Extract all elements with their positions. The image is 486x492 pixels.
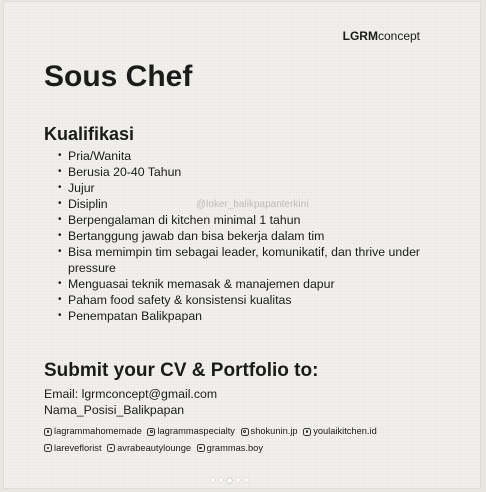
handle-item: lagrammahomemade: [44, 424, 142, 439]
qualifications-list: [56, 148, 436, 324]
list-item: • Penempatan Balikpapan: [56, 308, 436, 324]
list-item: • Jujur: [56, 180, 436, 196]
brand-logo: [343, 29, 420, 43]
carousel-dot[interactable]: [236, 478, 240, 482]
instagram-icon: [44, 444, 52, 452]
subject-text: Nama_Posisi_Balikpapan: [44, 403, 185, 417]
email-text: Email: lgrmconcept@gmail.com: [44, 387, 218, 401]
list-item: • Disiplin: [56, 196, 436, 212]
job-title: Sous Chef: [44, 60, 193, 93]
list-item: • Paham food safety & konsistensi kualitas: [56, 292, 436, 308]
instagram-handles: [44, 424, 464, 457]
brand-light: concept: [377, 29, 420, 43]
handle-item: lareveflorist: [44, 441, 102, 456]
instagram-icon: [147, 428, 155, 436]
carousel-dot[interactable]: [244, 478, 248, 482]
post-card: [4, 2, 480, 488]
list-item: • Pria/Wanita: [56, 148, 436, 164]
brand-bold: LGRM: [342, 29, 378, 43]
instagram-icon: [241, 428, 249, 436]
list-item: • Berusia 20-40 Tahun: [56, 164, 436, 180]
carousel-indicator[interactable]: [211, 478, 248, 483]
carousel-dot[interactable]: [219, 478, 223, 482]
instagram-icon: [303, 428, 311, 436]
qualifications-heading: Kualifikasi: [44, 124, 135, 144]
list-item: • Berpengalaman di kitchen minimal 1 tahun: [56, 212, 436, 228]
list-item: • Bisa memimpin tim sebagai leader, komunikatif, dan thrive under pressure: [56, 244, 436, 276]
handle-item: grammas.boy: [197, 441, 263, 456]
list-item: • Bertanggung jawab dan bisa bekerja dalam tim: [56, 228, 436, 244]
handle-item: youlaikitchen.id: [303, 424, 377, 439]
carousel-dot[interactable]: [211, 478, 215, 482]
instagram-icon: [107, 444, 115, 452]
watermark: @loker_balikpapanterkini: [196, 199, 309, 210]
submit-heading: Submit your CV & Portfolio to:: [44, 360, 319, 381]
carousel-dot[interactable]: [227, 478, 232, 483]
list-item: • Menguasai teknik memasak & manajemen dapur: [56, 276, 436, 292]
contact-info: [44, 386, 217, 418]
handle-item: shokunin.jp: [241, 424, 298, 439]
instagram-icon: [197, 444, 205, 452]
handle-item: avrabeautylounge: [107, 441, 191, 456]
handle-item: lagrammaspecialty: [147, 424, 235, 439]
instagram-icon: [44, 428, 52, 436]
